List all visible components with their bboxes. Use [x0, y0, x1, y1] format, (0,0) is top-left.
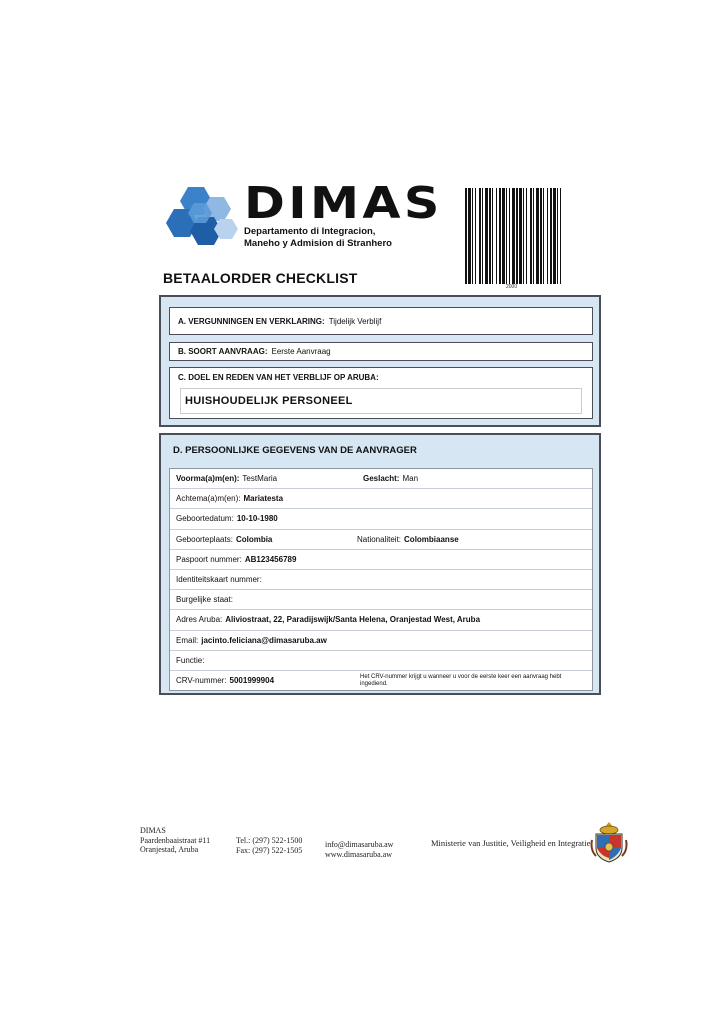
table-row-paspoort: [170, 550, 592, 570]
section-d-heading: D. PERSOONLIJKE GEGEVENS VAN DE AANVRAGER: [173, 445, 417, 456]
functie-label: Functie:: [176, 655, 205, 665]
section-c-label: C. DOEL EN REDEN VAN HET VERBLIJF OP ARUBA:: [178, 373, 379, 382]
panel-sections-abc: [159, 295, 601, 427]
logo-wordmark: DIMAS: [244, 178, 443, 229]
nationaliteit-value: Colombiaanse: [404, 534, 459, 544]
identiteitskaart-label: Identiteitskaart nummer:: [176, 575, 262, 585]
nationaliteit-label: Nationaliteit:: [357, 534, 402, 544]
footer-street: Paardenbaaistraat #11: [140, 835, 211, 845]
adres-label: Adres Aruba:: [176, 615, 223, 625]
table-row-functie: [170, 651, 592, 671]
crv-note: Het CRV-nummer krijgt u wanneer u voor de eerste keer een aanvraag hebt ingediend.: [360, 673, 562, 687]
section-b-value: Eerste Aanvraag: [271, 347, 331, 356]
footer-tel: Tel.: (297) 522-1500: [236, 836, 303, 845]
section-a-value: Tijdelijk Verblijf: [328, 316, 382, 326]
table-row-crv: [170, 671, 592, 691]
footer-address: [140, 826, 210, 855]
dimas-logo-icon: [164, 183, 246, 249]
section-c-value-field: HUISHOUDELIJK PERSONEEL: [180, 388, 582, 414]
barcode-image: [465, 188, 563, 284]
table-row-voornamen: [170, 469, 592, 489]
paspoort-label: Paspoort nummer:: [176, 554, 242, 564]
achternamen-value: Mariatesta: [243, 494, 284, 504]
footer-email[interactable]: info@dimasaruba.aw: [325, 840, 394, 849]
voornamen-value: TestMaria: [242, 474, 278, 484]
footer-city: Oranjestad, Aruba: [140, 845, 199, 854]
geboorteplaats-label: Geboorteplaats:: [176, 534, 233, 544]
geslacht-label: Geslacht:: [363, 474, 400, 484]
burgelijke-staat-label: Burgelijke staat:: [176, 595, 233, 605]
section-c-box: [169, 367, 593, 419]
email-label: Email:: [176, 635, 199, 645]
section-b-box: [169, 342, 593, 361]
table-row-achternamen: [170, 489, 592, 509]
adres-value: Aliviostraat, 22, Paradijswijk/Santa Helena, Oranjestad West, Aruba: [225, 615, 481, 625]
footer-fax: Fax: (297) 522-1505: [236, 845, 303, 855]
table-row-geboortedatum: [170, 509, 592, 529]
barcode-number: 2000: [506, 284, 518, 290]
crv-label: CRV-nummer:: [176, 676, 227, 686]
section-a-label: A. VERGUNNINGEN EN VERKLARING:: [178, 316, 325, 326]
panel-section-d: [159, 433, 601, 695]
footer-ministry: Ministerie van Justitie, Veiligheid en Integratie: [431, 838, 591, 848]
footer-phone: [236, 836, 302, 855]
footer-contact: [325, 840, 393, 859]
footer-web[interactable]: www.dimasaruba.aw: [325, 849, 393, 859]
geboortedatum-value: 10-10-1980: [236, 514, 278, 524]
table-row-burgelijke-staat: [170, 590, 592, 610]
table-row-adres: [170, 610, 592, 630]
section-a-box: [169, 307, 593, 335]
section-b-label: B. SOORT AANVRAAG:: [178, 347, 268, 356]
logo-subtitle-line1: Departamento di Integracion,: [244, 226, 376, 237]
email-value: jacinto.feliciana@dimasaruba.aw: [201, 635, 327, 645]
geboortedatum-label: Geboortedatum:: [176, 514, 234, 524]
achternamen-label: Achtema(a)m(en):: [176, 494, 241, 504]
coat-of-arms-icon: [590, 820, 628, 864]
footer-org: DIMAS: [140, 826, 166, 835]
voornamen-label: Voorma(a)m(en):: [176, 474, 240, 484]
table-row-email: [170, 631, 592, 651]
table-row-identiteitskaart: [170, 570, 592, 590]
geboorteplaats-value: Colombia: [235, 534, 273, 544]
crv-value: 5001999904: [229, 676, 275, 686]
logo-subtitle-line2: Maneho y Admision di Stranhero: [244, 238, 392, 249]
table-row-geboorteplaats: [170, 530, 592, 550]
geslacht-value: Man: [402, 474, 419, 484]
document-title: BETAALORDER CHECKLIST: [163, 270, 358, 286]
paspoort-value: AB123456789: [244, 554, 297, 564]
personal-data-table: [169, 468, 593, 691]
